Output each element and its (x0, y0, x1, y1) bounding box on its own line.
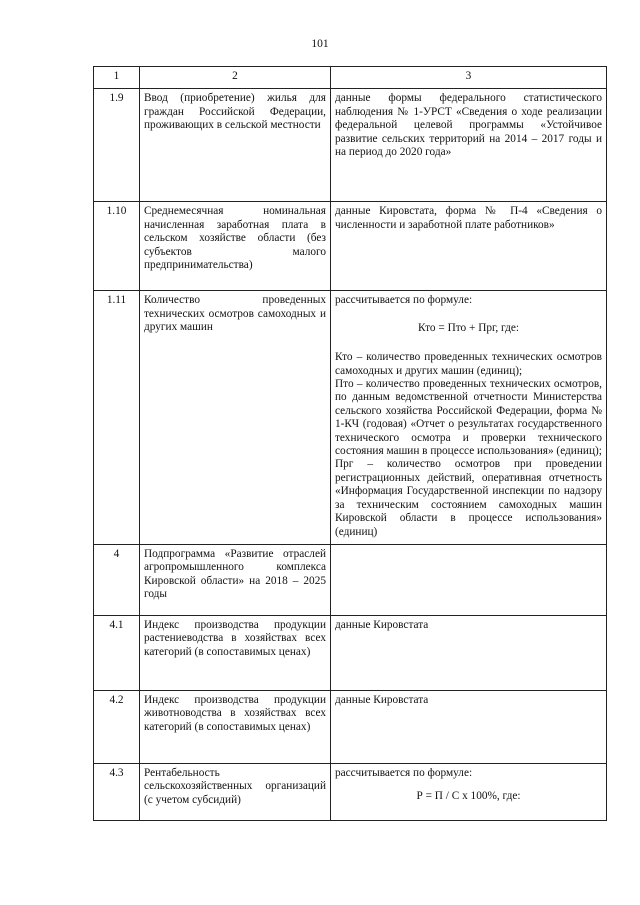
data-source (331, 763, 607, 820)
row-number: 4.3 (94, 763, 140, 820)
table-row (94, 763, 607, 820)
table-row (94, 615, 607, 690)
data-source: данные Кировстата (331, 690, 607, 763)
data-source (331, 291, 607, 545)
table-row (94, 202, 607, 291)
page-number: 101 (311, 38, 329, 50)
indicator-name: Ввод (приобретение) жилья для граждан Российской Федерации, проживающих в сельской местности (140, 89, 331, 202)
indicator-name: Индекс производства продукции животноводства в хозяйствах всех категорий (в сопоставимых ценах) (140, 690, 331, 763)
row-number: 1.11 (94, 291, 140, 545)
table-header-row (94, 67, 607, 89)
formula: Р = П / С х 100%, где: (416, 790, 521, 803)
formula-definition: Прг – количество осмотров при проведении регистрационных действий, оперативная отчетность «Информация Государственной инспекции по надзору за техническим состоянием самоходных машин Кировской области в процессе использования» (единиц) (335, 458, 602, 538)
row-number: 1.9 (94, 89, 140, 202)
formula-intro: рассчитывается по формуле: (335, 766, 473, 779)
formula-definition: Пто – количество проведенных технических осмотров, по данным ведомственной отчетности Министерства сельского хозяйства Российской Федерации, форма № 1-КЧ (годовая) «Отчет о результатах государственного технического осмотра и проверки технического состояния машин в процессе использования» (единиц); (335, 378, 602, 458)
row-number: 4.1 (94, 615, 140, 690)
header-col-2: 2 (140, 67, 331, 89)
data-source: данные Кировстата (331, 615, 607, 690)
row-number: 4 (94, 544, 140, 615)
row-number: 4.2 (94, 690, 140, 763)
indicator-name: Количество проведенных технических осмотров самоходных и других машин (140, 291, 331, 545)
table-row (94, 544, 607, 615)
data-source: данные формы федерального статистического наблюдения № 1-УРСТ «Сведения о ходе реализации федеральной целевой программы «Устойчивое развитие сельских территорий на 2014 – 2017 годы и на период до 2020 года» (331, 89, 607, 202)
indicator-name: Подпрограмма «Развитие отраслей агропромышленного комплекса Кировской области» на 2018 – 2025 годы (140, 544, 331, 615)
indicator-name: Среднемесячная номинальная начисленная заработная плата в сельском хозяйстве области (без субъектов малого предпринимательства) (140, 202, 331, 291)
indicators-table (93, 66, 607, 821)
formula-definition: Кто – количество проведенных технических осмотров самоходных и других машин (единиц); (335, 351, 602, 377)
table-row (94, 89, 607, 202)
table-row (94, 291, 607, 545)
data-source (331, 544, 607, 615)
formula-intro: рассчитывается по формуле: (335, 294, 473, 307)
formula: Кто = Пто + Прг, где: (418, 321, 519, 334)
data-source: данные Кировстата, форма № П-4 «Сведения о численности и заработной плате работников» (331, 202, 607, 291)
indicator-name: Рентабельность сельскохозяйственных организаций (с учетом субсидий) (140, 763, 331, 820)
header-col-1: 1 (94, 67, 140, 89)
indicator-name: Индекс производства продукции растениеводства в хозяйствах всех категорий (в сопоставимых ценах) (140, 615, 331, 690)
row-number: 1.10 (94, 202, 140, 291)
table-row (94, 690, 607, 763)
header-col-3: 3 (331, 67, 607, 89)
